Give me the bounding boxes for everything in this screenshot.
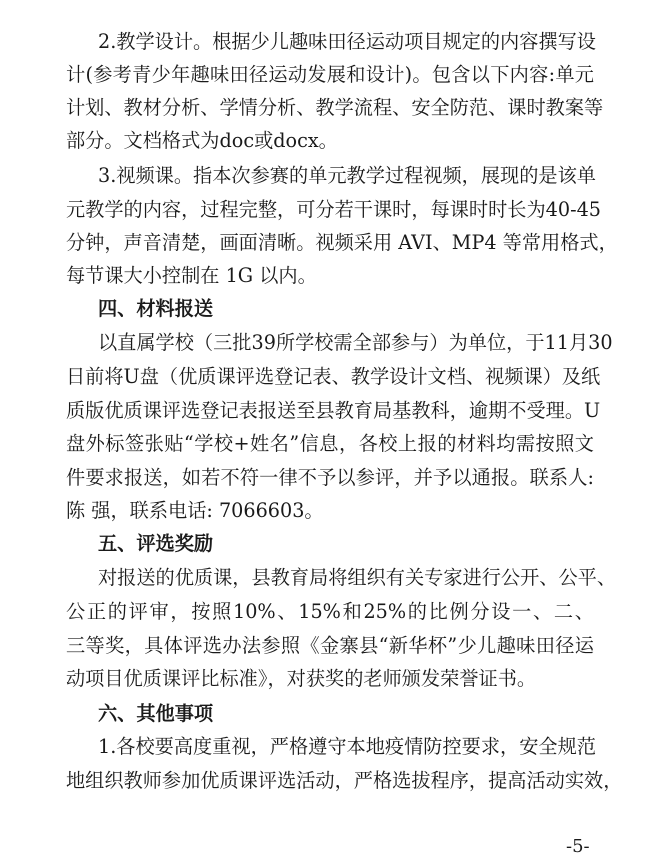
section-heading-materials: 四、材料报送 [98,297,214,320]
video-paragraph-line-2: 元教学的内容，过程完整，可分若干课时，每课时时长为40-45 [66,198,602,221]
video-paragraph-line-4: 每节课大小控制在 1G 以内。 [66,264,317,287]
video-paragraph-line-1: 3.视频课。指本次参赛的单元教学过程视频，展现的是该单 [98,164,596,187]
section-heading-awards: 五、评选奖励 [98,532,214,555]
submission-paragraph-line-5: 件要求报送，如若不符一律不予以参评，并予以通报。联系人: [66,466,594,489]
awards-paragraph-line-4: 动项目优质课评比标准》，对获奖的老师颁发荣誉证书。 [66,667,537,690]
design-paragraph-line-1: 2.教学设计。根据少儿趣味田径运动项目规定的内容撰写设 [98,30,596,53]
section-heading-other: 六、其他事项 [98,702,214,725]
design-paragraph-line-2: 计(参考青少年趣味田径运动发展和设计)。包含以下内容:单元 [66,63,594,86]
page-number: -5- [566,836,590,857]
other-paragraph-line-1: 1.各校要高度重视，严格遵守本地疫情防控要求，安全规范 [98,735,596,758]
other-paragraph-line-2: 地组织教师参加优质课评选活动，严格选拔程序，提高活动实效， [66,769,623,792]
video-paragraph-line-3: 分钟，声音清楚，画面清晰。视频采用 AVI、MP4 等常用格式， [66,231,618,254]
submission-paragraph-line-6: 陈 强，联系电话: 7066603。 [66,499,324,522]
submission-paragraph-line-2: 日前将U盘（优质课评选登记表、教学设计文档、视频课）及纸 [66,365,601,388]
submission-paragraph-line-3: 质版优质课评选登记表报送至县教育局基教科，逾期不受理。U [66,399,601,422]
awards-paragraph-line-2: 公正的评审，按照10%、15%和25%的比例分设一、二、 [66,600,594,623]
design-paragraph-line-3: 计划、教材分析、学情分析、教学流程、安全防范、课时教案等 [66,96,604,119]
awards-paragraph-line-1: 对报送的优质课，县教育局将组织有关专家进行公开、公平、 [98,566,617,589]
awards-paragraph-line-3: 三等奖，具体评选办法参照《金寨县“新华杯”少儿趣味田径运 [66,634,594,657]
submission-paragraph-line-4: 盘外标签张贴“学校+姓名”信息，各校上报的材料均需按照文 [66,432,594,455]
design-paragraph-line-4: 部分。文档格式为doc或docx。 [66,129,338,152]
submission-paragraph-line-1: 以直属学校（三批39所学校需全部参与）为单位，于11月30 [98,331,613,354]
